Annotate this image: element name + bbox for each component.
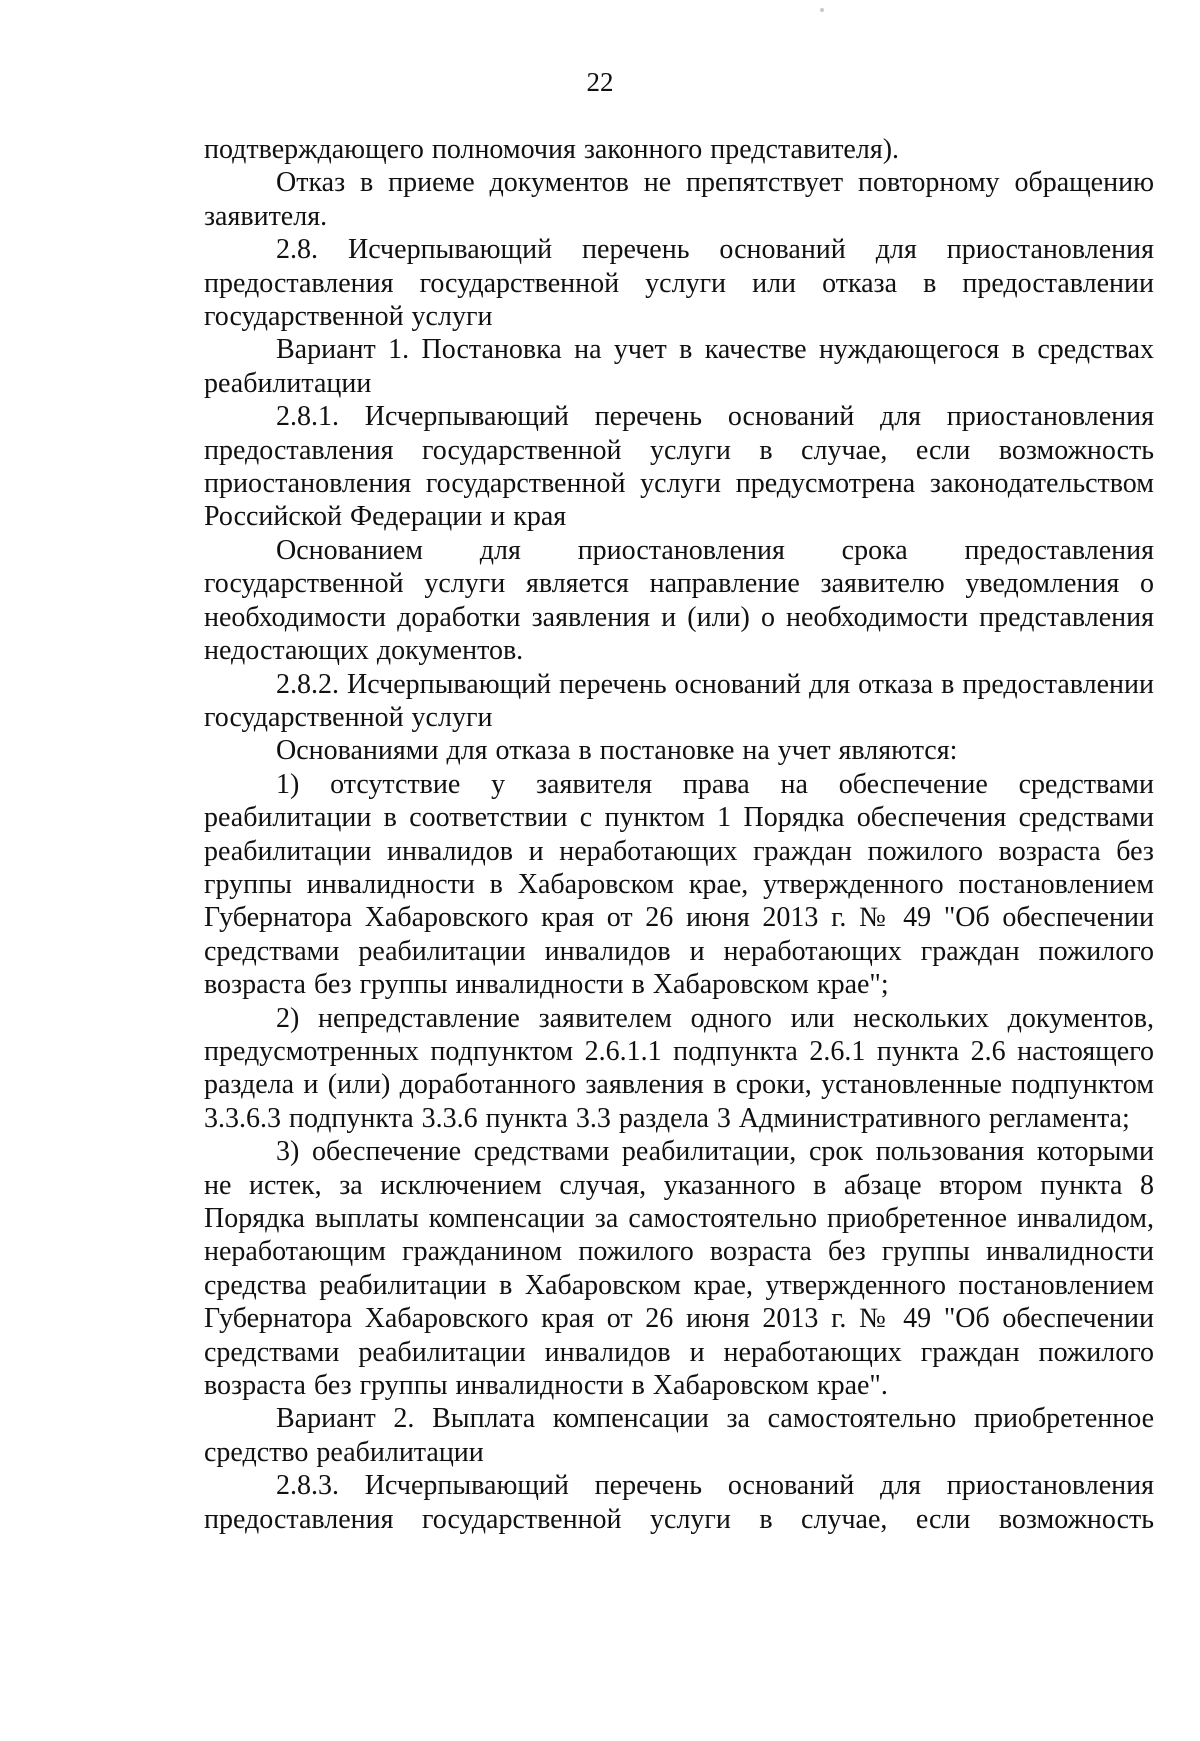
page-number: 22 xyxy=(586,67,614,97)
paragraph: Вариант 2. Выплата компенсации за самостоятельно приобретенное средство реабилитации xyxy=(204,1403,1154,1468)
paragraph: 2.8.1. Исчерпывающий перечень оснований для приостановления предоставления государственной услуги в случае, если возможность приостановления государственной услуги предусмотрена законодательством Российской Федерации и края xyxy=(204,401,1154,533)
scan-speck xyxy=(820,8,824,12)
paragraph: подтверждающего полномочия законного представителя). xyxy=(204,134,900,165)
paragraph: Вариант 1. Постановка на учет в качестве нуждающегося в средствах реабилитации xyxy=(204,334,1154,399)
paragraph: 2.8.2. Исчерпывающий перечень оснований для отказа в предоставлении государственной услуги xyxy=(204,668,1154,733)
paragraph: 2) непредставление заявителем одного или нескольких документов, предусмотренных подпунктом 2.6.1.1 подпункта 2.6.1 пункта 2.6 настоящего раздела и (или) доработанного заявления в сроки, установленные подпунктом 3.3.6.3 подпункта 3.3.6 пункта 3.3 раздела 3 Административного регламента; xyxy=(204,1002,1154,1134)
paragraph: Основанием для приостановления срока предоставления государственной услуги является направление заявителю уведомления о необходимости доработки заявления и (или) о необходимости представления недостающих документов. xyxy=(204,534,1154,667)
document-body xyxy=(204,133,1154,1536)
paragraph: Основаниями для отказа в постановке на учет являются: xyxy=(276,735,958,767)
paragraph: 2.8. Исчерпывающий перечень оснований для приостановления предоставления государственной услуги или отказа в предоставлении государственной услуги xyxy=(204,234,1154,333)
paragraph: 2.8.3. Исчерпывающий перечень оснований для приостановления предоставления государственной услуги в случае, если возможность xyxy=(204,1470,1154,1535)
paragraph: 1) отсутствие у заявителя права на обеспечение средствами реабилитации в соответствии с пунктом 1 Порядка обеспечения средствами реабилитации инвалидов и неработающих граждан пожилого возраста без группы инвалидности в Хабаровском крае, утвержденного постановлением Губернатора Хабаровского края от 26 июня 2013 г. № 49 "Об обеспечении средствами реабилитации инвалидов и неработающих граждан пожилого возраста без группы инвалидности в Хабаровском крае"; xyxy=(204,768,1154,1001)
paragraph: Отказ в приеме документов не препятствует повторному обращению заявителя. xyxy=(204,167,1154,232)
paragraph: 3) обеспечение средствами реабилитации, срок пользования которыми не истек, за исключением случая, указанного в абзаце втором пункта 8 Порядка выплаты компенсации за самостоятельно приобретенное инвалидом, неработающим гражданином пожилого возраста без группы инвалидности средства реабилитации в Хабаровском крае, утвержденного постановлением Губернатора Хабаровского края от 26 июня 2013 г. № 49 "Об обеспечении средствами реабилитации инвалидов и неработающих граждан пожилого возраста без группы инвалидности в Хабаровском крае". xyxy=(204,1136,1154,1402)
